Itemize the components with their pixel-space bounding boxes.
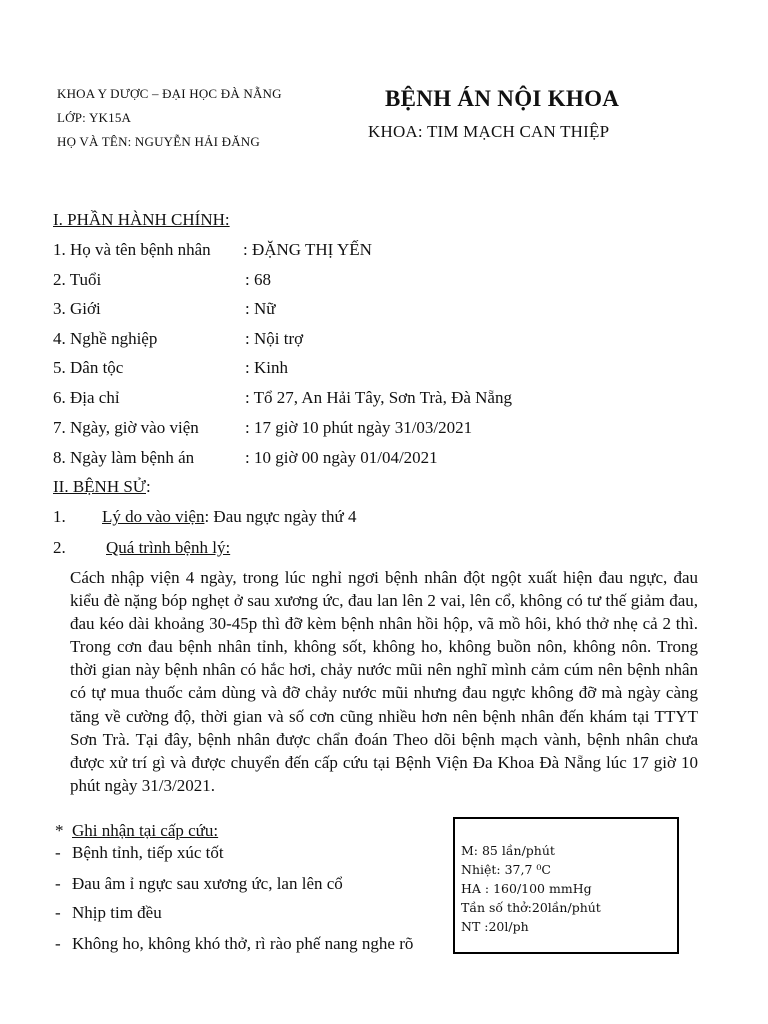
admin-row-address [53, 388, 653, 410]
history-item-1 [102, 507, 357, 527]
emergency-item-4: Không ho, không khó thở, rì rào phế nang nghe rõ [72, 934, 414, 953]
vital-respiratory-rate: Tần số thở:20lần/phút [461, 900, 601, 915]
history-heading-colon: : [146, 477, 151, 496]
row-label: 1. Họ và tên bệnh nhân [53, 240, 211, 259]
student-line: HỌ VÀ TÊN: NGUYỄN HẢI ĐĂNG [57, 134, 260, 149]
admin-row-admission [53, 418, 653, 440]
bullet-dash: - [55, 934, 61, 953]
vitals-box [453, 817, 679, 954]
row-label: 2. Tuổi [53, 270, 102, 289]
vital-blood-pressure: HA : 160/100 mmHg [461, 881, 592, 896]
bullet-dash: - [55, 843, 61, 862]
faculty-line: KHOA Y DƯỢC – ĐẠI HỌC ĐÀ NẴNG [57, 86, 282, 101]
admin-row-name [53, 240, 613, 262]
history-item-2-label: Quá trình bệnh lý: [106, 538, 231, 557]
history-item-1-number: 1. [53, 507, 66, 526]
admin-row-ethnicity [53, 358, 613, 380]
row-label: 5. Dân tộc [53, 358, 124, 377]
class-line: LỚP: YK15A [57, 110, 132, 125]
row-label: 4. Nghề nghiệp [53, 329, 158, 348]
emergency-star: * [55, 821, 64, 840]
history-heading-text: II. BỆNH SỬ [53, 477, 146, 496]
row-value: : Nội trợ [245, 329, 304, 348]
vital-temperature: Nhiệt: 37,7 ⁰C [461, 862, 551, 877]
reason-label: Lý do vào viện [102, 507, 205, 526]
row-label: 3. Giới [53, 299, 101, 318]
row-value: : Kinh [245, 358, 288, 377]
row-value: : 17 giờ 10 phút ngày 31/03/2021 [245, 418, 473, 437]
row-value: : Tổ 27, An Hải Tây, Sơn Trà, Đà Nẵng [245, 388, 512, 407]
vital-nt: NT :20l/ph [461, 919, 529, 934]
admin-heading: I. PHẦN HÀNH CHÍNH: [53, 210, 230, 229]
reason-value: : Đau ngực ngày thứ 4 [204, 507, 357, 526]
history-item-2-number: 2. [53, 538, 66, 557]
admin-row-occupation [53, 329, 613, 351]
emergency-item-3: Nhịp tim đều [72, 903, 162, 922]
emergency-heading: Ghi nhận tại cấp cứu: [72, 821, 219, 840]
admin-row-record-date [53, 448, 653, 470]
bullet-dash: - [55, 903, 61, 922]
row-value: : 10 giờ 00 ngày 01/04/2021 [245, 448, 438, 467]
history-heading [53, 477, 151, 497]
department-title: KHOA: TIM MẠCH CAN THIỆP [368, 122, 610, 141]
row-value: : 68 [245, 270, 271, 289]
admin-row-age [53, 270, 613, 292]
row-label: 8. Ngày làm bệnh án [53, 448, 195, 467]
document-title: BỆNH ÁN NỘI KHOA [385, 86, 620, 111]
row-label: 6. Địa chỉ [53, 388, 120, 407]
row-label: 7. Ngày, giờ vào viện [53, 418, 199, 437]
row-value: : Nữ [245, 299, 276, 318]
emergency-item-2: Đau âm ỉ ngực sau xương ức, lan lên cổ [72, 874, 343, 893]
admin-row-gender [53, 299, 613, 321]
history-paragraph: Cách nhập viện 4 ngày, trong lúc nghỉ ngơi bệnh nhân đột ngột xuất hiện đau ngực, đau kiểu đè nặng bóp nghẹt ở sau xương ức, đau lan lên 2 vai, lên cổ, không có tư thế giảm đau, đau kéo dài khoảng 30-45p thì đỡ kèm bệnh nhân hồi hộp, vã mồ hôi, khó thở nhẹ cả 2 thì. Trong cơn đau bệnh nhân tỉnh, không sốt, không ho, không buồn nôn, không nôn. Trong thời gian này bệnh nhân có hắc hơi, chảy nước mũi nên nghĩ mình cảm cúm nên bệnh nhân có tự mua thuốc cảm dùng và đỡ chảy nước mũi nhưng đau ngực không đỡ mà ngày càng tăng về cường độ, thời gian và số cơn cũng nhiều hơn nên bệnh nhân đến khám tại TTYT Sơn Trà. Tại đây, bệnh nhân được chẩn đoán Theo dõi bệnh mạch vành, bệnh nhân chưa được xử trí gì và được chuyển đến cấp cứu tại Bệnh Viện Đa Khoa Đà Nẵng lúc 17 giờ 10 phút ngày 31/3/2021. [70, 568, 698, 795]
emergency-item-1: Bệnh tỉnh, tiếp xúc tốt [72, 843, 224, 862]
bullet-dash: - [55, 874, 61, 893]
row-value: : ĐẶNG THỊ YẾN [243, 240, 372, 259]
vital-pulse: M: 85 lần/phút [461, 843, 555, 858]
